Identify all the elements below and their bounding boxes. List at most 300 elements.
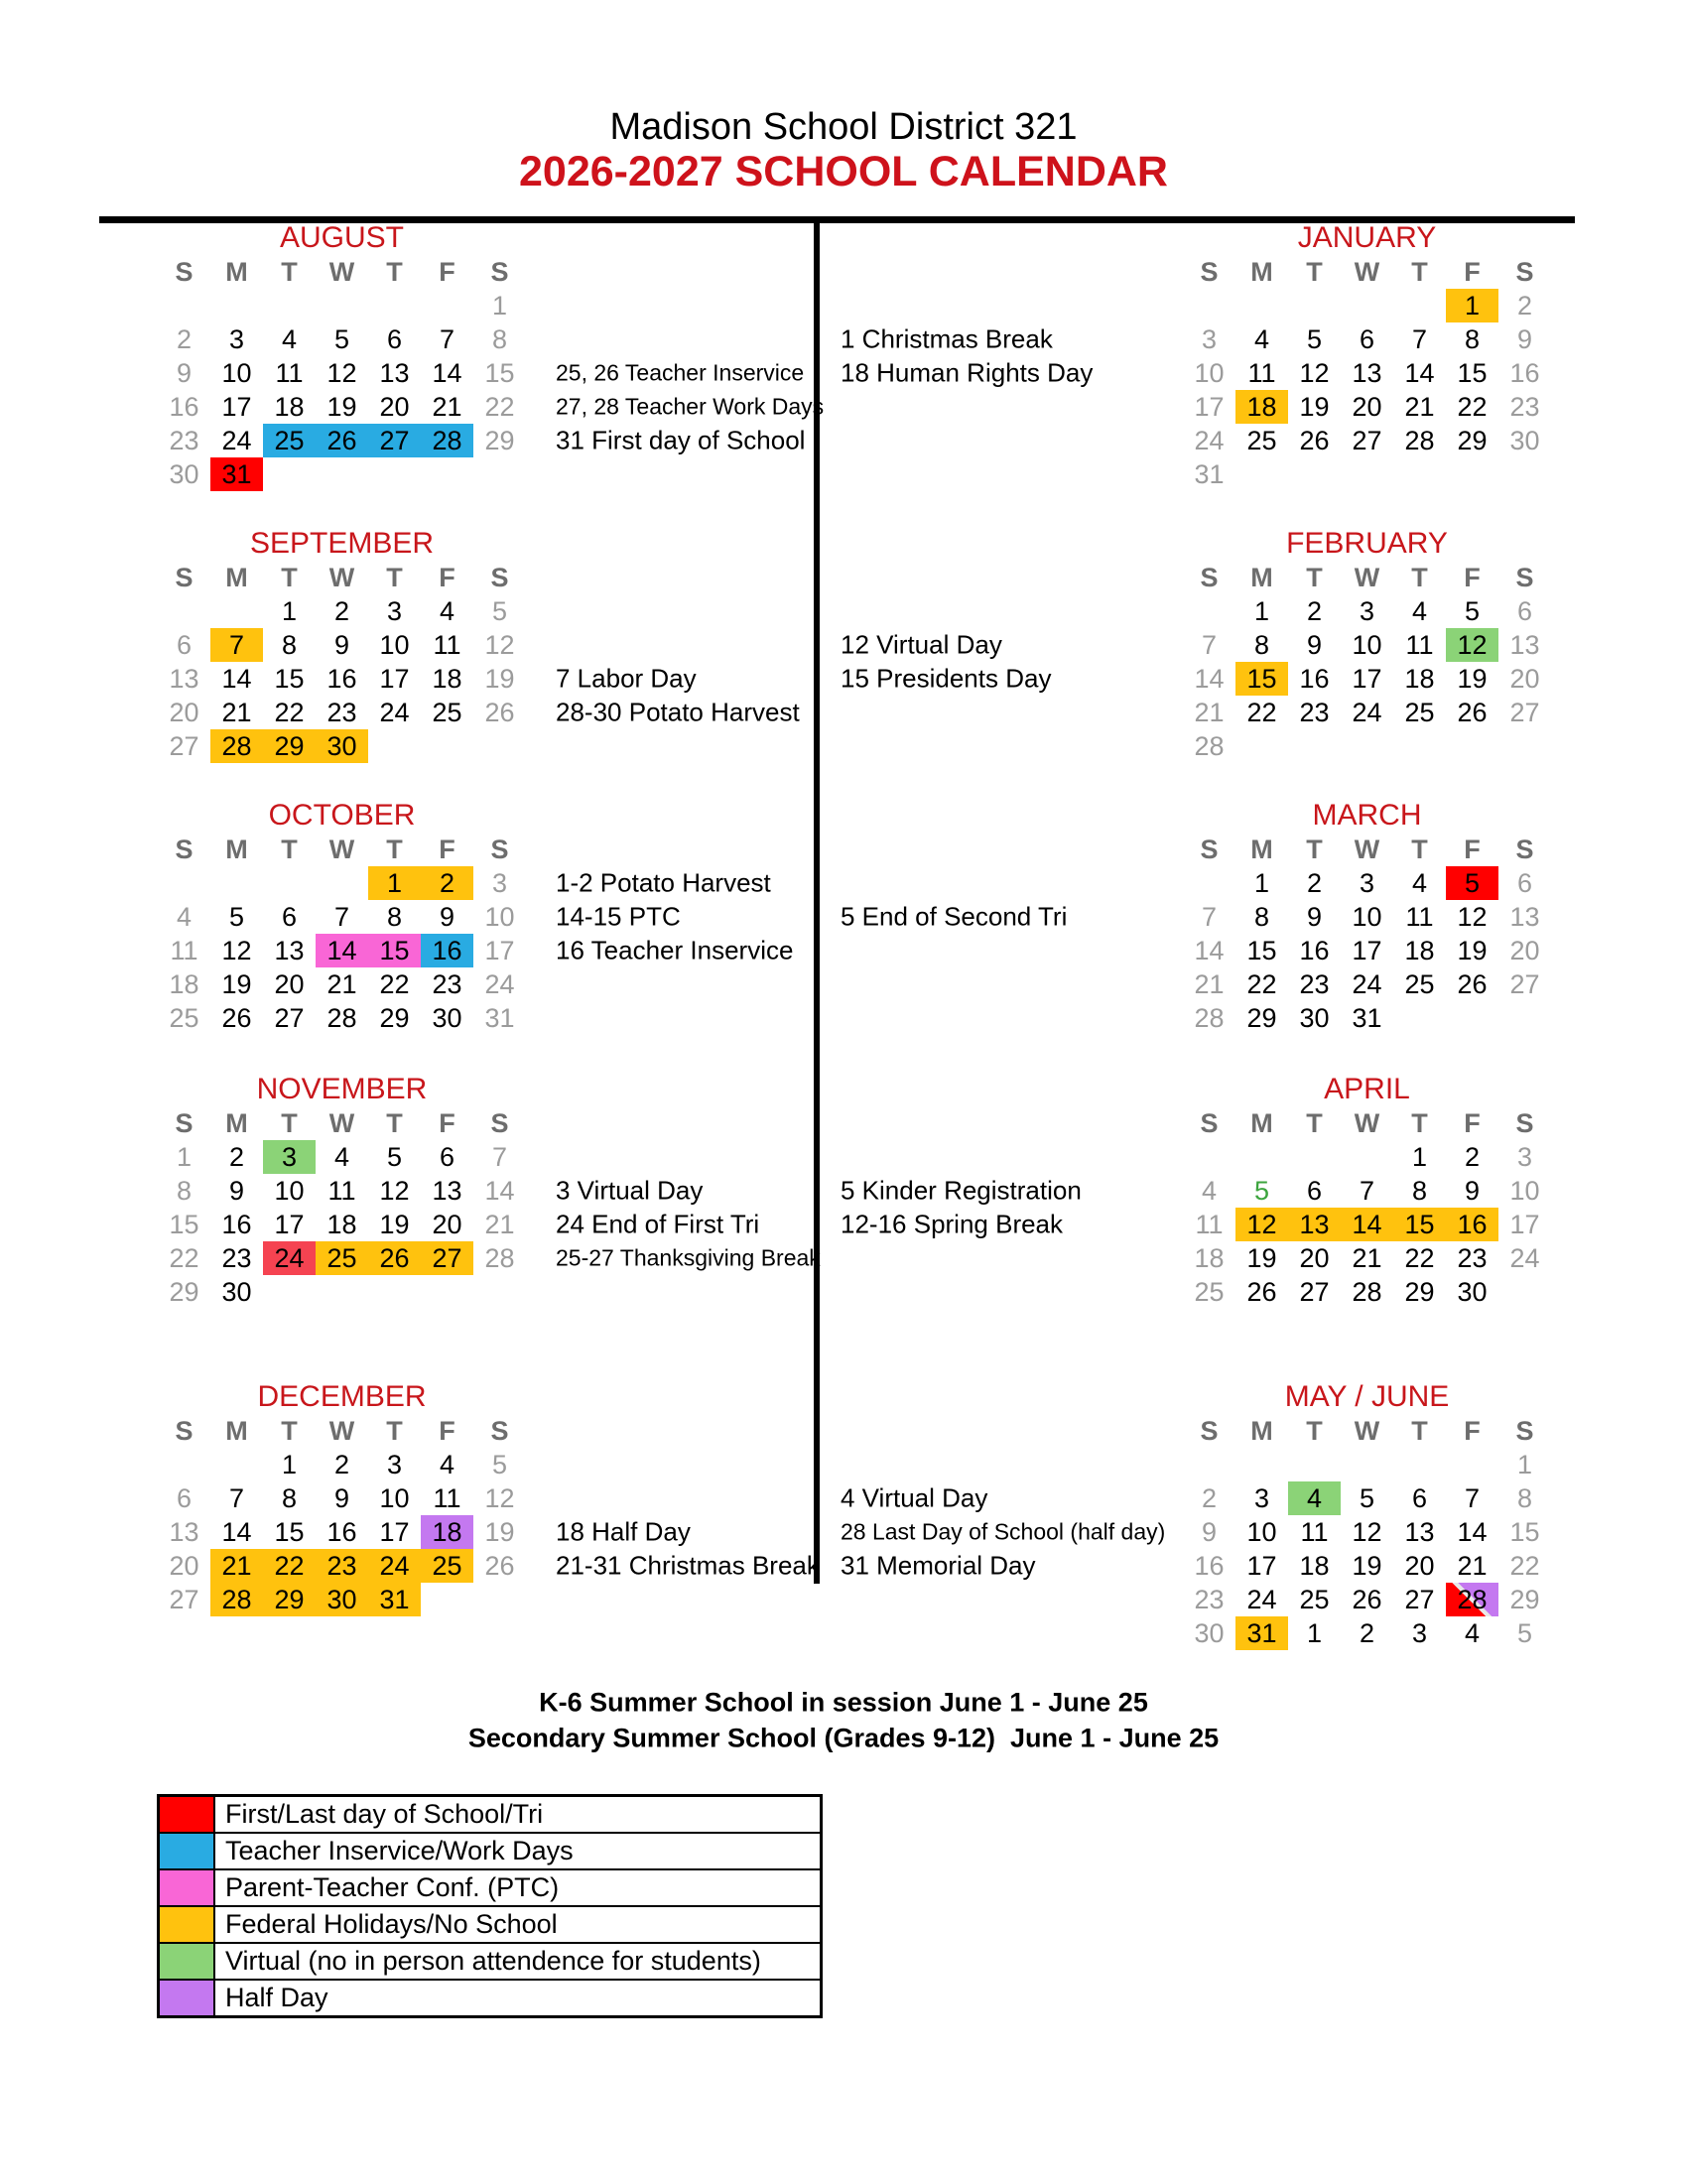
- day-cell: 9: [1306, 630, 1323, 660]
- legend-row: [160, 1832, 820, 1868]
- day-cell: 20: [1404, 1551, 1435, 1581]
- weekday-header: T: [281, 257, 298, 287]
- legend-row: [160, 1979, 820, 2015]
- day-cell: 16: [326, 1517, 357, 1547]
- page-title: Madison School District 321: [609, 106, 1078, 148]
- legend-swatch-orange: [160, 1907, 215, 1942]
- weekday-header: W: [1354, 835, 1380, 864]
- day-cell: 5: [1446, 866, 1498, 900]
- day-cell: 5: [1359, 1483, 1375, 1513]
- day-cell: 8: [281, 630, 298, 660]
- day-cell: 19: [1246, 1243, 1277, 1273]
- day-cell: 14: [316, 934, 368, 967]
- weekday-header: T: [386, 835, 403, 864]
- day-cell: 14: [432, 358, 462, 388]
- day-cell: 15: [274, 1517, 305, 1547]
- day-cell: 1: [491, 291, 508, 321]
- day-cell: 6: [1516, 596, 1533, 626]
- weekday-header: S: [1515, 257, 1534, 287]
- day-cell: 18: [1235, 390, 1288, 424]
- month-december: [158, 1380, 526, 1616]
- month-grid: [1183, 1106, 1551, 1309]
- weekday-header: T: [1306, 1108, 1323, 1138]
- day-cell: 2: [1306, 596, 1323, 626]
- day-cell: 24: [379, 698, 410, 727]
- note-item: 16 Teacher Inservice: [556, 935, 794, 965]
- empty-cell: [1446, 1448, 1498, 1481]
- empty-cell: [1183, 594, 1235, 628]
- day-cell: 30: [1457, 1277, 1488, 1307]
- day-cell: 4: [1288, 1481, 1341, 1515]
- day-cell: 13: [379, 358, 410, 388]
- day-cell: 2: [1201, 1483, 1218, 1513]
- weekday-header: F: [1464, 257, 1481, 287]
- empty-cell: [1446, 457, 1498, 491]
- day-cell: 19: [1457, 664, 1488, 694]
- note-item: 27, 28 Teacher Work Days: [556, 393, 825, 420]
- day-cell: 26: [316, 424, 368, 457]
- empty-cell: [421, 1275, 473, 1309]
- day-cell: 5: [491, 596, 508, 626]
- day-cell: 4: [281, 324, 298, 354]
- month-title: SEPTEMBER: [249, 527, 435, 560]
- weekday-header: T: [281, 1416, 298, 1446]
- weekday-header: T: [281, 563, 298, 592]
- day-cell: 18: [326, 1210, 357, 1239]
- day-cell: 2: [1306, 868, 1323, 898]
- weekday-header: W: [1354, 563, 1380, 592]
- day-cell: 28: [1352, 1277, 1382, 1307]
- day-cell: 5: [333, 324, 350, 354]
- day-cell: 16: [326, 664, 357, 694]
- weekday-header: F: [439, 1416, 455, 1446]
- empty-cell: [473, 1275, 526, 1309]
- day-cell: 24: [1352, 969, 1382, 999]
- empty-cell: [421, 1583, 473, 1616]
- day-cell: 7: [333, 902, 350, 932]
- day-cell: 23: [1299, 969, 1330, 999]
- weekday-header: T: [1306, 835, 1323, 864]
- day-cell: 13: [169, 1517, 199, 1547]
- day-cell: 26: [1457, 969, 1488, 999]
- note-item: 28-30 Potato Harvest: [556, 697, 800, 727]
- day-cell: 7: [228, 1483, 245, 1513]
- day-cell: 27: [1404, 1585, 1435, 1614]
- month-grid: [158, 255, 526, 491]
- day-cell: 20: [274, 969, 305, 999]
- weekday-header: S: [1200, 1416, 1219, 1446]
- day-cell: 4: [1201, 1176, 1218, 1206]
- day-cell: 30: [1194, 1618, 1225, 1648]
- day-cell: 3: [1516, 1142, 1533, 1172]
- day-cell: 23: [1509, 392, 1540, 422]
- day-cell: 21: [484, 1210, 515, 1239]
- day-cell: 12: [1446, 628, 1498, 662]
- day-cell: 28: [210, 1583, 263, 1616]
- day-cell: 20: [169, 698, 199, 727]
- empty-cell: [368, 1275, 421, 1309]
- note-item: 1 Christmas Break: [841, 323, 1053, 354]
- legend-swatch-purple: [160, 1981, 215, 2015]
- day-cell: 4: [333, 1142, 350, 1172]
- month-grid: [158, 833, 526, 1035]
- day-cell: 6: [1306, 1176, 1323, 1206]
- day-cell: 12: [1352, 1517, 1382, 1547]
- empty-cell: [1183, 289, 1235, 322]
- day-cell: 30: [316, 1583, 368, 1616]
- summer-note-2: Secondary Summer School (Grades 9-12) June 1 - June 25: [467, 1723, 1220, 1753]
- day-cell: 7: [439, 324, 455, 354]
- month-october: [158, 799, 526, 1035]
- month-grid: [1183, 255, 1551, 491]
- day-cell: 25: [169, 1003, 199, 1033]
- note-item: 1-2 Potato Harvest: [556, 867, 771, 898]
- weekday-header: T: [1306, 563, 1323, 592]
- empty-cell: [1183, 1140, 1235, 1174]
- weekday-header: F: [1464, 1416, 1481, 1446]
- legend-row: [160, 1905, 820, 1942]
- legend-swatch-red: [160, 1797, 215, 1832]
- weekday-header: M: [1250, 835, 1273, 864]
- weekday-header: T: [1306, 257, 1323, 287]
- weekday-header: F: [1464, 835, 1481, 864]
- day-cell: 3: [386, 596, 403, 626]
- day-cell: 27: [1509, 698, 1540, 727]
- legend-label: Parent-Teacher Conf. (PTC): [225, 1872, 560, 1902]
- page-subtitle: 2026-2027 SCHOOL CALENDAR: [519, 148, 1168, 195]
- day-cell: 28: [210, 729, 263, 763]
- day-cell: 14: [1404, 358, 1435, 388]
- weekday-header: M: [1250, 1108, 1273, 1138]
- day-cell: 20: [432, 1210, 462, 1239]
- day-cell: 21: [1194, 698, 1225, 727]
- day-cell: 1: [281, 596, 298, 626]
- empty-cell: [210, 289, 263, 322]
- day-cell: 8: [491, 324, 508, 354]
- day-cell: 7: [491, 1142, 508, 1172]
- weekday-header: T: [281, 835, 298, 864]
- empty-cell: [421, 729, 473, 763]
- day-cell: 1: [1253, 868, 1270, 898]
- day-cell: 6: [1516, 868, 1533, 898]
- weekday-header: W: [1354, 1108, 1380, 1138]
- empty-cell: [1288, 457, 1341, 491]
- weekday-header: F: [1464, 1108, 1481, 1138]
- day-cell: 24: [484, 969, 515, 999]
- empty-cell: [1393, 457, 1446, 491]
- day-cell: 27: [169, 1585, 199, 1614]
- day-cell: 13: [1509, 902, 1540, 932]
- day-cell: 7: [1411, 324, 1428, 354]
- month-title: FEBRUARY: [1286, 527, 1448, 560]
- day-cell: 19: [484, 1517, 515, 1547]
- empty-cell: [473, 457, 526, 491]
- day-cell: 17: [1246, 1551, 1277, 1581]
- day-cell: 10: [274, 1176, 305, 1206]
- month-title: MARCH: [1312, 799, 1422, 832]
- day-cell: 18: [432, 664, 462, 694]
- day-cell: 29: [379, 1003, 410, 1033]
- day-cell: 26: [1457, 698, 1488, 727]
- month-grid: [1183, 1414, 1551, 1650]
- month-november: [158, 1073, 526, 1309]
- day-cell: 11: [1300, 1517, 1329, 1547]
- day-cell: 26: [221, 1003, 252, 1033]
- day-cell: 6: [281, 902, 298, 932]
- day-cell: 14: [221, 664, 252, 694]
- day-cell: 19: [1352, 1551, 1382, 1581]
- empty-cell: [1498, 729, 1551, 763]
- day-cell: 4: [439, 1450, 455, 1479]
- day-cell: 22: [1246, 969, 1277, 999]
- day-cell: 23: [1299, 698, 1330, 727]
- day-cell: 11: [275, 358, 304, 388]
- weekday-header: T: [386, 563, 403, 592]
- day-cell: 9: [1516, 324, 1533, 354]
- day-cell: 21: [1352, 1243, 1382, 1273]
- page-header: [0, 105, 1687, 194]
- day-cell: 28: [1446, 1583, 1498, 1616]
- note-item: 25-27 Thanksgiving Break: [556, 1244, 821, 1271]
- day-cell: 4: [1464, 1618, 1481, 1648]
- empty-cell: [1498, 1001, 1551, 1035]
- day-cell: 14: [1194, 936, 1225, 965]
- day-cell: 20: [1509, 664, 1540, 694]
- day-cell: 22: [1457, 392, 1488, 422]
- day-cell: 2: [1516, 291, 1533, 321]
- day-cell: 30: [1509, 426, 1540, 455]
- day-cell: 7: [210, 628, 263, 662]
- day-cell: 21: [1194, 969, 1225, 999]
- empty-cell: [158, 289, 210, 322]
- day-cell: 26: [1246, 1277, 1277, 1307]
- empty-cell: [158, 1448, 210, 1481]
- weekday-header: S: [175, 257, 194, 287]
- day-cell: 6: [1359, 324, 1375, 354]
- day-cell: 4: [176, 902, 193, 932]
- month-title: JANUARY: [1297, 221, 1437, 254]
- empty-cell: [263, 1275, 316, 1309]
- legend-label: Teacher Inservice/Work Days: [225, 1836, 574, 1865]
- empty-cell: [368, 457, 421, 491]
- empty-cell: [1393, 729, 1446, 763]
- day-cell: 22: [274, 698, 305, 727]
- day-cell: 3: [1201, 324, 1218, 354]
- day-cell: 28: [484, 1243, 515, 1273]
- weekday-header: M: [225, 835, 248, 864]
- day-cell: 8: [1253, 630, 1270, 660]
- day-cell: 28: [1194, 731, 1225, 761]
- day-cell: 17: [1352, 664, 1382, 694]
- note-item: 18 Half Day: [556, 1516, 691, 1547]
- day-cell: 11: [433, 1483, 461, 1513]
- day-cell: 1: [1411, 1142, 1428, 1172]
- day-cell: 16: [1299, 936, 1330, 965]
- empty-cell: [1288, 1448, 1341, 1481]
- note-item: 21-31 Christmas Break: [556, 1550, 820, 1581]
- day-cell: 21: [221, 698, 252, 727]
- empty-cell: [368, 729, 421, 763]
- day-cell: 7: [1201, 630, 1218, 660]
- day-cell: 11: [1195, 1210, 1224, 1239]
- month-grid: [158, 1106, 526, 1309]
- weekday-header: S: [175, 1416, 194, 1446]
- weekday-header: W: [328, 1416, 355, 1446]
- weekday-header: M: [225, 1416, 248, 1446]
- weekday-header: T: [1411, 257, 1428, 287]
- empty-cell: [1341, 1448, 1393, 1481]
- day-cell: 13: [274, 936, 305, 965]
- day-cell: 14: [221, 1517, 252, 1547]
- day-cell: 15: [1393, 1208, 1446, 1241]
- empty-cell: [1183, 866, 1235, 900]
- day-cell: 12: [1235, 1208, 1288, 1241]
- day-cell: 6: [439, 1142, 455, 1172]
- empty-cell: [1235, 289, 1288, 322]
- day-cell: 17: [274, 1210, 305, 1239]
- day-cell: 13: [1352, 358, 1382, 388]
- summer-note-1: K-6 Summer School in session June 1 - June 25: [539, 1687, 1148, 1718]
- day-cell: 3: [1411, 1618, 1428, 1648]
- weekday-header: M: [1250, 257, 1273, 287]
- day-cell: 8: [1411, 1176, 1428, 1206]
- day-cell: 2: [421, 866, 473, 900]
- day-cell: 17: [1194, 392, 1225, 422]
- weekday-header: W: [1354, 257, 1380, 287]
- month-grid: [158, 561, 526, 763]
- day-cell: 12: [326, 358, 357, 388]
- day-cell: 9: [228, 1176, 245, 1206]
- day-cell: 12: [1457, 902, 1488, 932]
- day-cell: 21: [326, 969, 357, 999]
- day-cell: 4: [1411, 868, 1428, 898]
- empty-cell: [1446, 1001, 1498, 1035]
- day-cell: 3: [491, 868, 508, 898]
- day-cell: 2: [333, 596, 350, 626]
- day-cell: 27: [1352, 426, 1382, 455]
- month-grid: [158, 1414, 526, 1616]
- weekday-header: M: [225, 1108, 248, 1138]
- day-cell: 15: [169, 1210, 199, 1239]
- empty-cell: [158, 866, 210, 900]
- day-cell: 16: [169, 392, 199, 422]
- day-cell: 1: [176, 1142, 193, 1172]
- day-cell: 2: [333, 1450, 350, 1479]
- day-cell: 15: [1457, 358, 1488, 388]
- day-cell: 30: [169, 459, 199, 489]
- day-cell: 9: [333, 630, 350, 660]
- day-cell: 25: [1404, 969, 1435, 999]
- month-title: DECEMBER: [257, 1380, 427, 1413]
- weekday-header: T: [1411, 563, 1428, 592]
- day-cell: 1: [1306, 1618, 1323, 1648]
- day-cell: 21: [432, 392, 462, 422]
- day-cell: 19: [326, 392, 357, 422]
- empty-cell: [421, 289, 473, 322]
- weekday-header: S: [490, 257, 509, 287]
- weekday-header: T: [1411, 835, 1428, 864]
- day-cell: 8: [281, 1483, 298, 1513]
- day-cell: 25: [1404, 698, 1435, 727]
- day-cell: 7: [1359, 1176, 1375, 1206]
- day-cell: 16: [1509, 358, 1540, 388]
- weekday-header: W: [328, 563, 355, 592]
- day-cell: 22: [484, 392, 515, 422]
- day-cell: 10: [379, 1483, 410, 1513]
- day-cell: 9: [1201, 1517, 1218, 1547]
- note-item: 25, 26 Teacher Inservice: [556, 359, 805, 386]
- month-title: MAY / JUNE: [1284, 1380, 1450, 1413]
- legend-label: Federal Holidays/No School: [225, 1909, 558, 1939]
- empty-cell: [473, 1583, 526, 1616]
- day-cell: 10: [221, 358, 252, 388]
- weekday-header: T: [386, 1416, 403, 1446]
- day-cell: 23: [316, 1549, 368, 1583]
- day-cell: 6: [1411, 1483, 1428, 1513]
- day-cell: 11: [327, 1176, 356, 1206]
- day-cell: 10: [1246, 1517, 1277, 1547]
- day-cell: 5: [228, 902, 245, 932]
- day-cell: 23: [169, 426, 199, 455]
- day-cell: 22: [379, 969, 410, 999]
- weekday-header: S: [1515, 1108, 1534, 1138]
- note-item: 5 Kinder Registration: [841, 1175, 1082, 1206]
- day-cell: 19: [484, 664, 515, 694]
- day-cell: 28: [421, 424, 473, 457]
- note-item: 7 Labor Day: [556, 663, 697, 694]
- empty-cell: [1235, 457, 1288, 491]
- day-cell: 22: [1246, 698, 1277, 727]
- day-cell: 19: [379, 1210, 410, 1239]
- month-title: NOVEMBER: [256, 1073, 428, 1105]
- weekday-header: F: [439, 835, 455, 864]
- day-cell: 17: [379, 1517, 410, 1547]
- month-may-june: [1183, 1380, 1551, 1650]
- day-cell: 24: [1246, 1585, 1277, 1614]
- day-cell: 26: [1299, 426, 1330, 455]
- day-cell: 13: [432, 1176, 462, 1206]
- day-cell: 5: [1516, 1618, 1533, 1648]
- day-cell: 6: [176, 630, 193, 660]
- month-title: AUGUST: [279, 221, 404, 254]
- empty-cell: [421, 457, 473, 491]
- day-cell: 14: [1194, 664, 1225, 694]
- day-cell: 29: [1246, 1003, 1277, 1033]
- day-cell: 3: [386, 1450, 403, 1479]
- day-cell: 10: [379, 630, 410, 660]
- empty-cell: [1498, 1275, 1551, 1309]
- weekday-header: M: [225, 257, 248, 287]
- note-item: 15 Presidents Day: [841, 663, 1052, 694]
- day-cell: 16: [1194, 1551, 1225, 1581]
- day-cell: 30: [1299, 1003, 1330, 1033]
- weekday-header: S: [1200, 1108, 1219, 1138]
- month-grid: [1183, 561, 1551, 763]
- empty-cell: [1235, 1448, 1288, 1481]
- day-cell: 27: [169, 731, 199, 761]
- empty-cell: [210, 594, 263, 628]
- day-cell: 17: [484, 936, 515, 965]
- day-cell: 19: [221, 969, 252, 999]
- empty-cell: [316, 457, 368, 491]
- legend-label: Virtual (no in person attendence for students): [225, 1946, 761, 1976]
- day-cell: 18: [1194, 1243, 1225, 1273]
- day-cell: 18: [169, 969, 199, 999]
- day-cell: 6: [386, 324, 403, 354]
- empty-cell: [316, 866, 368, 900]
- day-cell: 20: [1299, 1243, 1330, 1273]
- empty-cell: [1288, 729, 1341, 763]
